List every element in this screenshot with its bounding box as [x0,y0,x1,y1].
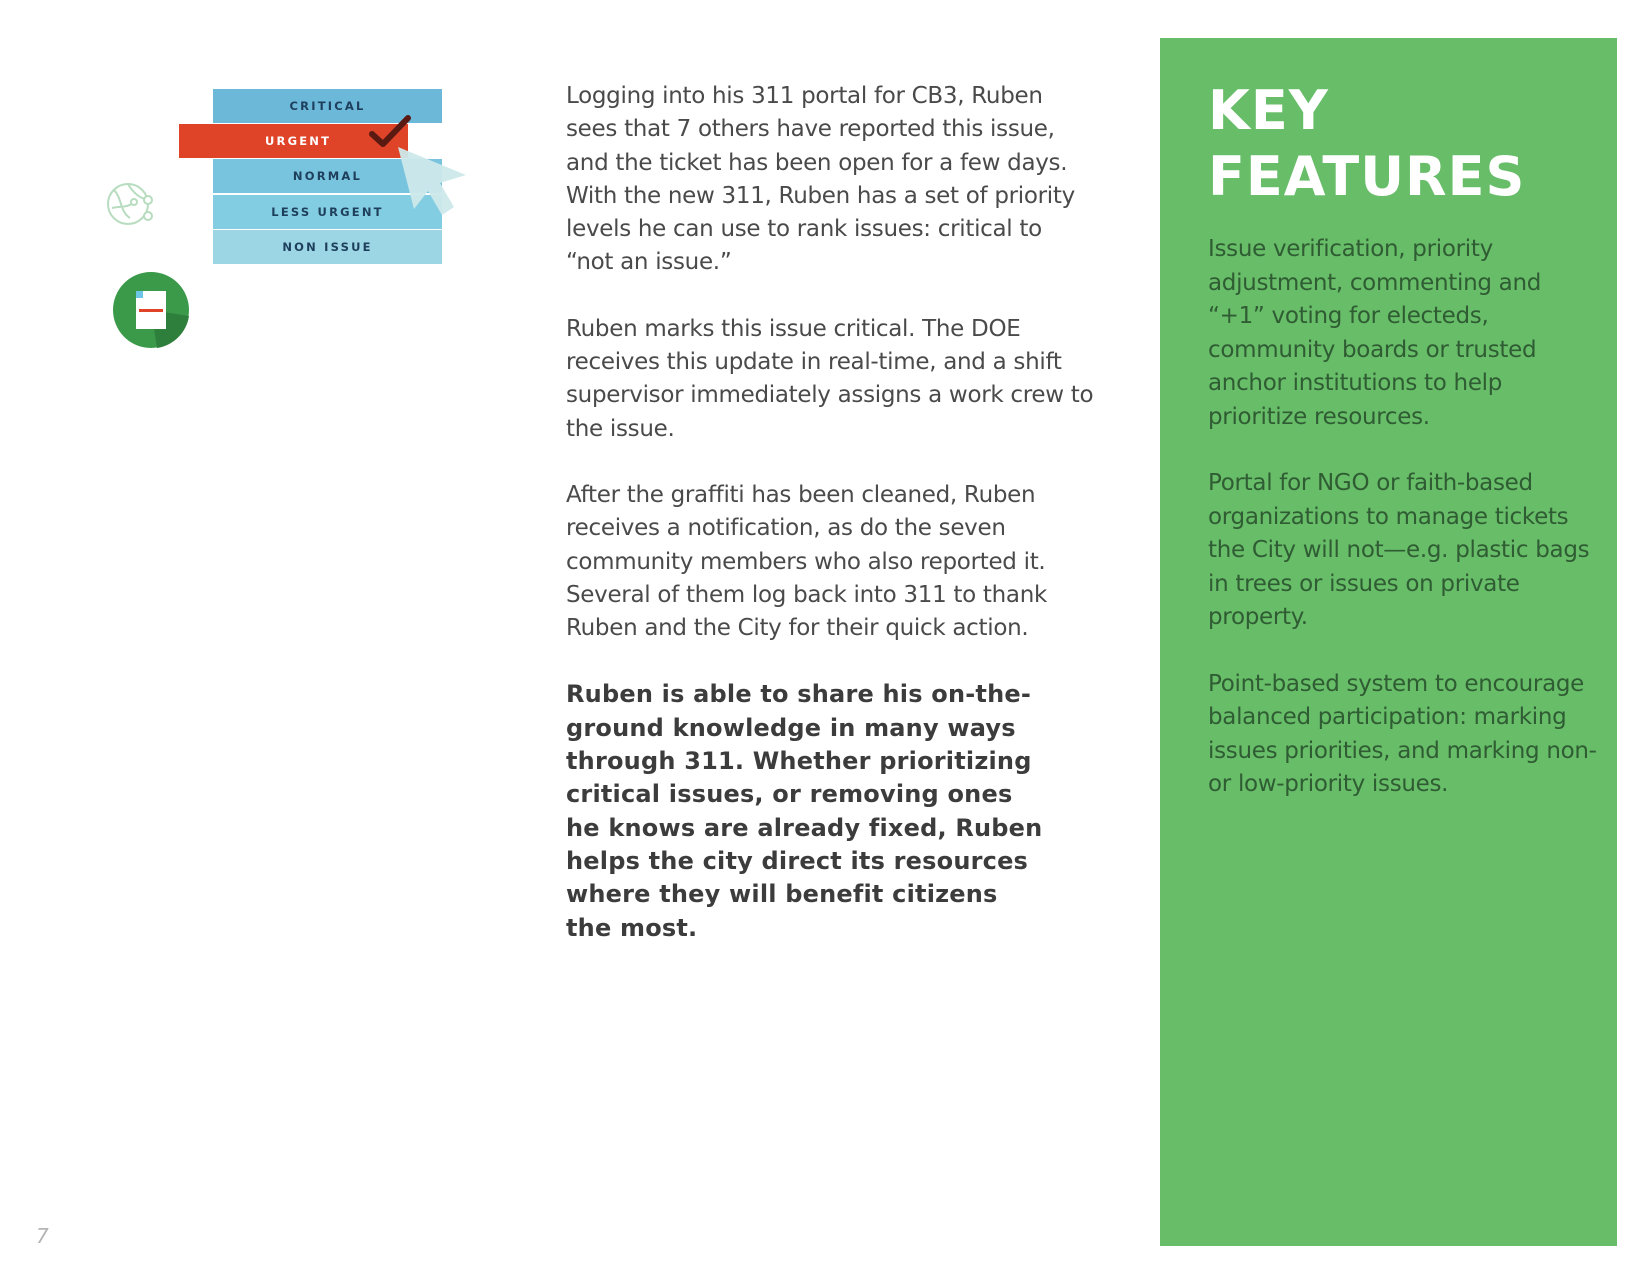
page-number: 7 [36,1224,49,1248]
key-features-list [1208,233,1598,835]
story-paragraph: Logging into his 311 portal for CB3, Ruben sees that 7 others have reported this issue, and the ticket has been open for a few days. With the new 311, Ruben has a set of priority levels he can use to rank issues: critical to “not an issue.” [566,83,1075,276]
document-badge-icon [112,271,190,349]
key-feature-item: Point-based system to encourage balanced participation: marking issues priorities, and marking non- or low-priority issues. [1208,670,1597,797]
key-feature-item: Issue verification, priority adjustment, commenting and “+1” voting for electeds, community boards or trusted anchor institutions to help prioritize resources. [1208,236,1542,430]
story-column [566,80,1096,978]
priority-urgent-selected: URGENT [179,124,408,158]
priority-critical: CRITICAL [213,89,442,123]
key-features-panel [1160,38,1617,1246]
story-paragraph: Ruben marks this issue critical. The DOE receives this update in real-time, and a shift supervisor immediately assigns a work crew to the issue. [566,315,1094,442]
key-features-title: KEY FEATURES [1208,79,1526,208]
priority-normal: NORMAL [213,159,442,193]
cursor-arrow-icon [396,145,474,223]
priority-less-urgent: LESS URGENT [213,195,442,229]
key-feature-item: Portal for NGO or faith-based organizations to manage tickets the City will not—e.g. plastic bags in trees or issues on private property. [1208,470,1590,630]
story-paragraph: After the graffiti has been cleaned, Ruben receives a notification, as do the seven community members who also reported it. Several of them log back into 311 to thank Ruben and the City for their quick action. [566,481,1048,642]
story-summary: Ruben is able to share his on-the-ground knowledge in many ways through 311. Whether prioritizing critical issues, or removing ones he knows are already fixed, Ruben helps the city direct its resources where they will benefit citizens the most. [566,680,1043,942]
priority-non-issue: NON ISSUE [213,230,442,264]
priority-levels-graphic [100,80,480,360]
globe-network-icon [104,178,156,230]
